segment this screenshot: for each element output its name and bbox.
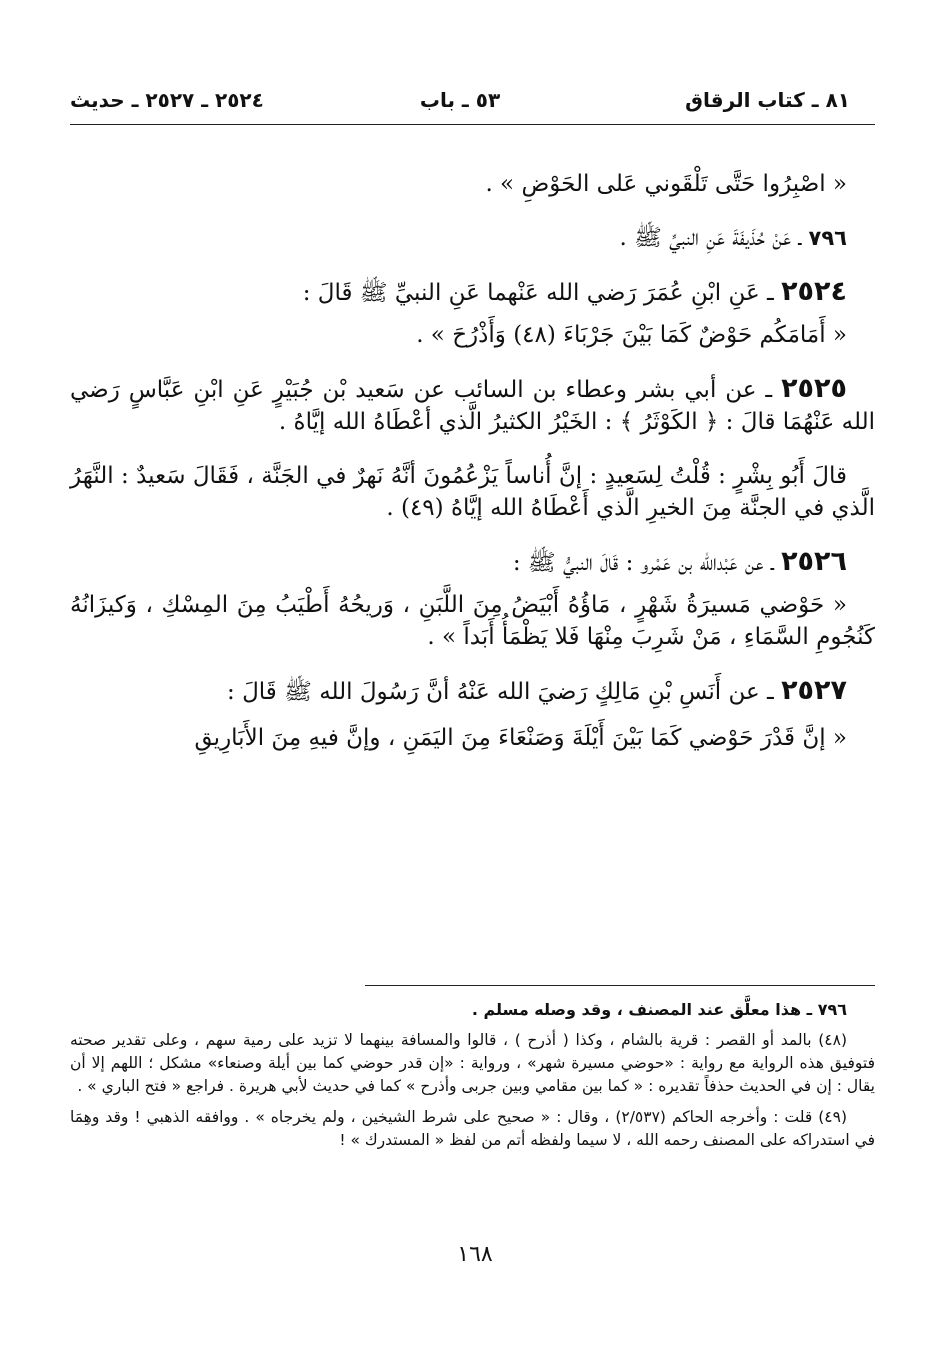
hadith-2524-matn xyxy=(70,319,875,351)
paragraph-text: « اصْبِرُوا حَتَّى تَلْقَوني عَلى الحَوْضِ » . xyxy=(485,171,847,197)
hadith-2525 xyxy=(70,373,875,438)
hadith-2527 xyxy=(70,675,875,708)
hadith-2526-matn xyxy=(70,589,875,653)
hadith-number: ٧٩٦ xyxy=(808,226,847,250)
running-head-chapter: ٥٣ ـ باب xyxy=(419,88,501,112)
footnote-divider xyxy=(365,985,875,986)
paragraph-text: قالَ أَبُو بِشْرٍ : قُلْتُ لِسَعيدٍ : إنَّ أُناساً يَزْعُمُونَ أنَّهُ نَهرٌ في الجَنَّة ، فَقَالَ سَعيدٌ : النَّهَرُ الَّذي في الجنَّة مِنَ الخيرِ الَّذي أَعْطَاهُ الله إيَّاهُ (٤٩) . xyxy=(70,463,875,521)
running-head-book-title: ٨١ ـ كتاب الرقاق xyxy=(685,88,850,112)
running-head-hadith-range: ٢٥٢٤ ـ ٢٥٢٧ ـ حديث xyxy=(70,88,264,112)
hadith-number: ٢٥٢٤ xyxy=(781,276,847,307)
footnote-48: (٤٨) بالمد أو القصر : قرية بالشام ، وكذا ( أذرح ) ، قالوا والمسافة بينهما لا تزيد على رمية سهم ، وعلى تقدير صحته فتوفيق هذه الرواية مع رواية : «حوضي مسيرة شهر» ، ورواية : «إن قدر حوضي كما بين أيلة وصنعاء» مشكل ؛ اللهم إلا أن يقال : إن في الحديث حذفاً تقديره : « كما بين مقامي وبين جربى وأذرح » كما في حديث لأبي هريرة . فراجع « فتح الباري » . xyxy=(70,1031,875,1095)
paragraph-text: « إنَّ قَدْرَ حَوْضي كَمَا بَيْنَ أَيْلَةَ وَصَنْعَاءَ مِنَ اليَمَنِ ، وإنَّ فيهِ مِنَ الأَبَارِيقِ xyxy=(194,725,847,751)
hadith-2524 xyxy=(70,276,875,309)
paragraph-text: ـ عَنِ ابْنِ عُمَرَ رَضي الله عَنْهما عَنِ النبيِّ ﷺ قَالَ : xyxy=(302,280,782,306)
main-text xyxy=(70,168,875,776)
footnote-49: (٤٩) قلت : وأخرجه الحاكم (٢/٥٣٧) ، وقال : « صحيح على شرط الشيخين ، ولم يخرجاه » . ووافقه الذهبي ! وقد وهِمَا في استدراكه على المصنف رحمه الله ، لا سيما ولفظه أتم من لفظ « المستدرك » ! xyxy=(70,1108,875,1149)
hadith-2527-matn xyxy=(70,722,875,754)
hadith-number: ٢٥٢٦ xyxy=(781,546,847,577)
text-line xyxy=(70,168,875,200)
page-number: ١٦٨ xyxy=(457,1242,493,1267)
paragraph-text: ـ عن أَنَسِ بْنِ مَالِكٍ رَضيَ الله عَنْهُ أنَّ رَسُولَ الله ﷺ قَالَ : xyxy=(227,679,782,705)
hadith-796 xyxy=(70,222,875,254)
paragraph-text: « أَمَامَكُم حَوْضٌ كَمَا بَيْنَ جَرْبَاءَ (٤٨) وَأَذْرُحَ » . xyxy=(416,322,847,348)
footnotes xyxy=(70,998,875,1160)
paragraph-text: ـ عَنْ حُذَيفَةَ عَنِ النبيِّ ﷺ . xyxy=(619,225,809,251)
footnote-796: ٧٩٦ ـ هذا معلَّق عند المصنف ، وقد وصله مسلم . xyxy=(471,1000,847,1019)
header-divider xyxy=(70,124,875,125)
hadith-2525-commentary xyxy=(70,460,875,524)
paragraph-text: « حَوْضي مَسيرَةُ شَهْرٍ ، مَاؤُهُ أَبْيَضُ مِنَ اللَّبَنِ ، وَريحُهُ أَطْيَبُ مِنَ المِسْكِ ، وَكيزَانُهُ كَنُجُومِ السَّمَاءِ ، مَنْ شَرِبَ مِنْهَا فَلا يَظْمَأُ أَبَداً » . xyxy=(70,592,875,650)
running-head xyxy=(70,88,850,124)
hadith-number: ٢٥٢٧ xyxy=(781,675,847,706)
hadith-number: ٢٥٢٥ xyxy=(781,373,847,404)
hadith-2526 xyxy=(70,546,875,579)
paragraph-text: ـ عن أبي بشر وعطاء بن السائب عن سَعيد بْن جُبَيْرٍ عَنِ ابْنِ عَبَّاسٍ رَضي الله عَنْهُمَا قالَ : ﴿ الكَوْثَرُ ﴾ : الخَيْرُ الكثيرُ الَّذي أعْطَاهُ الله إيَّاهُ . xyxy=(70,377,875,435)
paragraph-text: ـ عن عَبْدالله بن عَمْرو : قَالَ النبيُّ ﷺ : xyxy=(512,550,782,576)
